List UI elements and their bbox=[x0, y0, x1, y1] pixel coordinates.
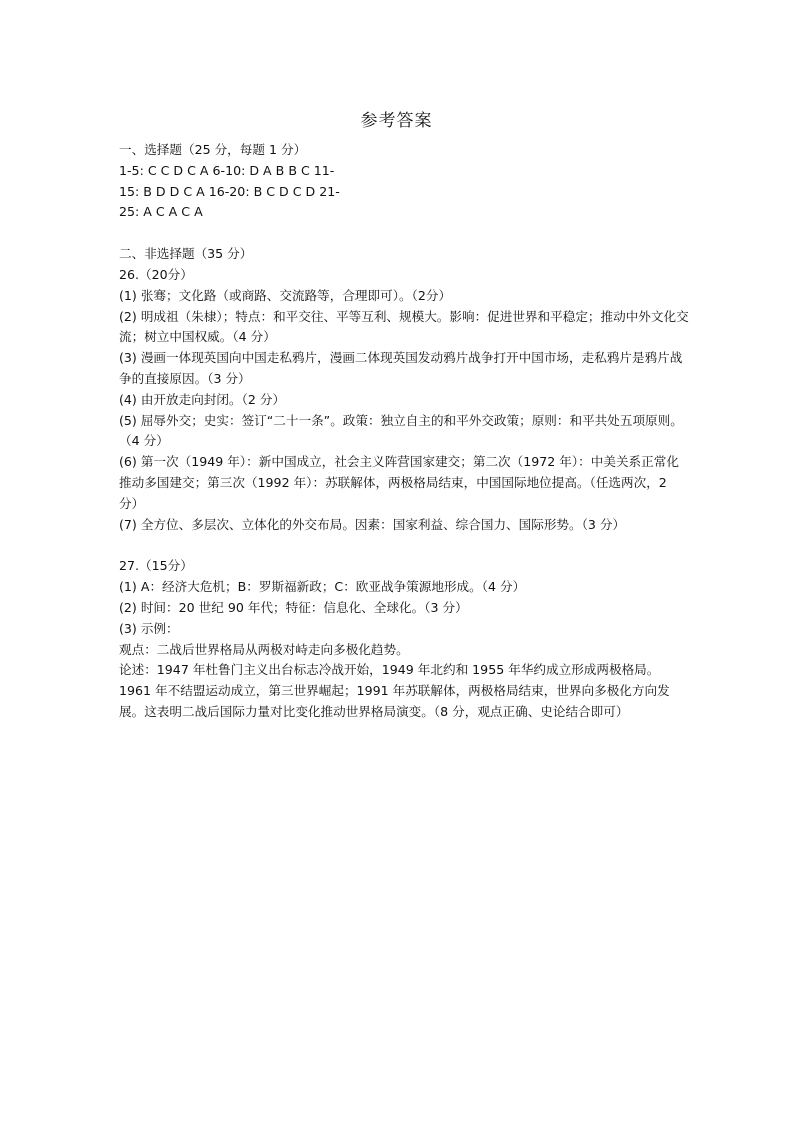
q27-argument: 论述：1947 年杜鲁门主义出台标志冷战开始，1949 年北约和 1955 年华约成立形成两极格局。1961 年不结盟运动成立，第三世界崛起；1991 年苏联解体，两极格局结束，世界向多极化方向发展。这表明二战后国际力量对比变化推动世界格局演变。（8 分，观点正确、史论结合即可） bbox=[119, 662, 670, 719]
q27-answer-1: (1) A：经济大危机；B：罗斯福新政；C：欧亚战争策源地形成。（4 分） bbox=[119, 579, 526, 595]
q26-answer-3: (3) 漫画一体现英国向中国走私鸦片，漫画二体现英国发动鸦片战争打开中国市场，走私鸦片是鸦片战争的直接原因。（3 分） bbox=[119, 350, 683, 386]
q27-header: 27.（15分） bbox=[119, 558, 193, 574]
mc-answers-line-3: 25: A C A C A bbox=[119, 204, 203, 220]
page-title: 参考答案 bbox=[360, 111, 433, 131]
mc-answers-line-2: 15: B D D C A 16-20: B C D C D 21- bbox=[119, 183, 340, 199]
q26-answer-7: (7) 全方位、多层次、立体化的外交布局。因素：国家利益、综合国力、国际形势。（3 分） bbox=[119, 516, 626, 532]
q26-answer-2: (2) 明成祖（朱棣）；特点：和平交往、平等互利、规模大。影响：促进世界和平稳定；推动中外文化交流；树立中国权威。（4 分） bbox=[119, 308, 689, 345]
q26-answer-1: (1) 张骞；文化路（或商路、交流路等，合理即可）。（2分） bbox=[119, 287, 452, 303]
q27-viewpoint: 观点：二战后世界格局从两极对峙走向多极化趋势。 bbox=[119, 641, 409, 657]
q27-answer-2: (2) 时间：20 世纪 90 年代；特征：信息化、全球化。（3 分） bbox=[119, 599, 468, 615]
section1-heading: 一、选择题（25 分，每题 1 分） bbox=[119, 142, 307, 157]
section2-heading: 二、非选择题（35 分） bbox=[119, 246, 253, 262]
answer-content bbox=[119, 140, 689, 723]
q26-answer-6: (6) 第一次（1949 年）：新中国成立，社会主义阵营国家建交；第二次（1972 年）：中美关系正常化推动多国建交；第三次（1992 年）：苏联解体，两极格局结束，中国国际地位提高。（任选两次，2 分） bbox=[119, 454, 679, 511]
q26-header: 26.（20分） bbox=[119, 266, 193, 282]
spacer bbox=[119, 223, 689, 244]
q27-answer-3: (3) 示例： bbox=[119, 620, 179, 636]
q26-answer-4: (4) 由开放走向封闭。（2 分） bbox=[119, 391, 286, 407]
mc-answers-line-1: 1-5: C C D C A 6-10: D A B B C 11- bbox=[119, 162, 335, 178]
spacer bbox=[119, 535, 689, 556]
q26-answer-5: (5) 屈辱外交；史实：签订“二十一条”。政策：独立自主的和平外交政策；原则：和平共处五项原则。（4 分） bbox=[119, 412, 683, 449]
